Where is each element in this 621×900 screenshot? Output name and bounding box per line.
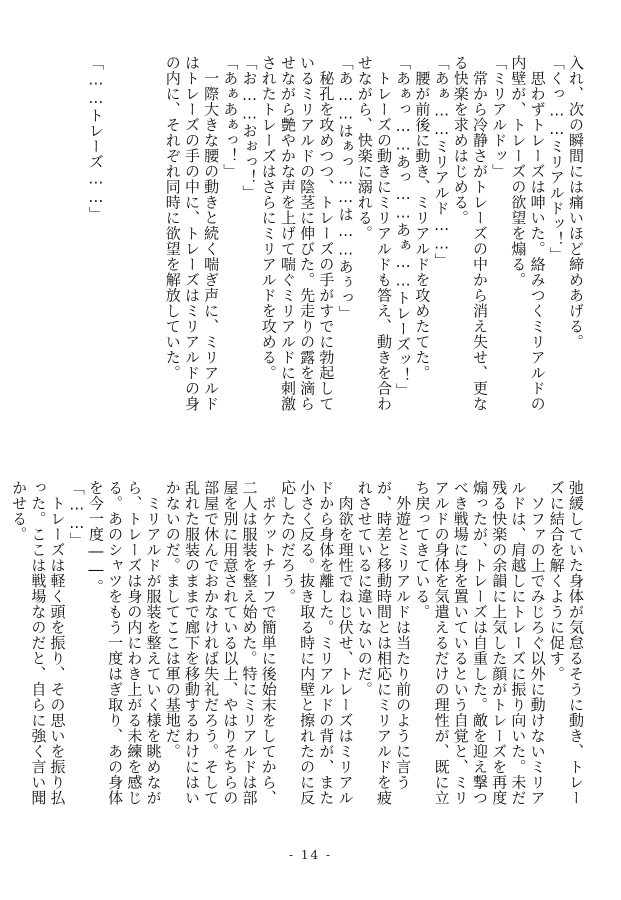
upper-vertical-text: 入れ、次の瞬間には痛いほど締めあげる。 「くっ……ミリアルドッ！」 思わずトレーズは呻いた。絡みつくミリアルドの内壁が、トレーズの欲望を煽る。 「ミリアルドッ」 常から冷静さがトレーズの中から消え失せ、更なる快楽を求めはじめる。 「あぁ……ミリアルド……」 腰が前後に動き、ミリアルドを攻めたてた。 「あぁっ……あっ……あぁ……トレーズッ！」 トレーズの動きにミリアルドも答え、動きを合わせながら、快楽に溺れる。 「あ……はぁっ……は……あぅっ」 秘孔を攻めつつ、トレーズの手がすでに勃起しているミリアルドの陰茎に伸びた。先走りの露を滴らせながら艶やかな声を上げて喘ぐミリアルドに刺激されたトレーズはさらにミリアルドを攻める。 「お……おぉっ！」 「あぁあぁっ！」 一際大きな腰の動きと続く喘ぎ声に、ミリアルドはトレーズの手の中に、トレーズはミリアルドの身の内に、それぞれ同時に欲望を解放していた。 「……トレーズ……」 — [86, 55, 585, 412]
upper-text-block — [40, 55, 585, 415]
page-number: - 14 - — [288, 848, 332, 862]
lower-text-block — [10, 480, 585, 815]
lower-vertical-text: 弛緩していた身体が気怠るそうに動き、トレーズに結合を解くように促す。 ソファの上でみじろぐ以外に動けないミリアルドは、肩越しにトレーズに振り向いた。未だ残る快楽の余韻に上気した顔がトレーズを再度煽ったが、トレーズは自重した。敵を迎え撃つべき戦場に身を置いているという自覚と、ミリアルドの身体を気遣えるだけの理性が、既に立ち戻ってきている。 外遊とミリアルドは当たり前のように言うが、時差と移動時間とは相応にミリアルドを疲れさせているに違いないのだ。 肉欲を理性でねじ伏せ、トレーズはミリアルドから身体を離した。ミリアルドの背が、また小さく反る。抜き取る時に内壁と擦れたのに反応したのだろう。 ポケットチーフで簡単に後始末をしてから、二人は服装を整え始めた。特にミリアルドは部屋を別に用意されている以上、やはりそちらの部屋で休んでおかなければ失礼だろう。そして乱れた服装のままで廊下を移動するわけにはいかないのだ。ましてここは軍の基地だ。 ミリアルドが服装を整えていく様を眺めながら、トレーズは身の内にわき上がる未練を感じる。あのシャツをもう一度はぎ取り、あの身体を今一度――。 「……」 トレーズは軽く頭を振り、その思いを振り払った。ここは戦場なのだと、自らに強く言い聞かせる。 — [10, 480, 585, 806]
